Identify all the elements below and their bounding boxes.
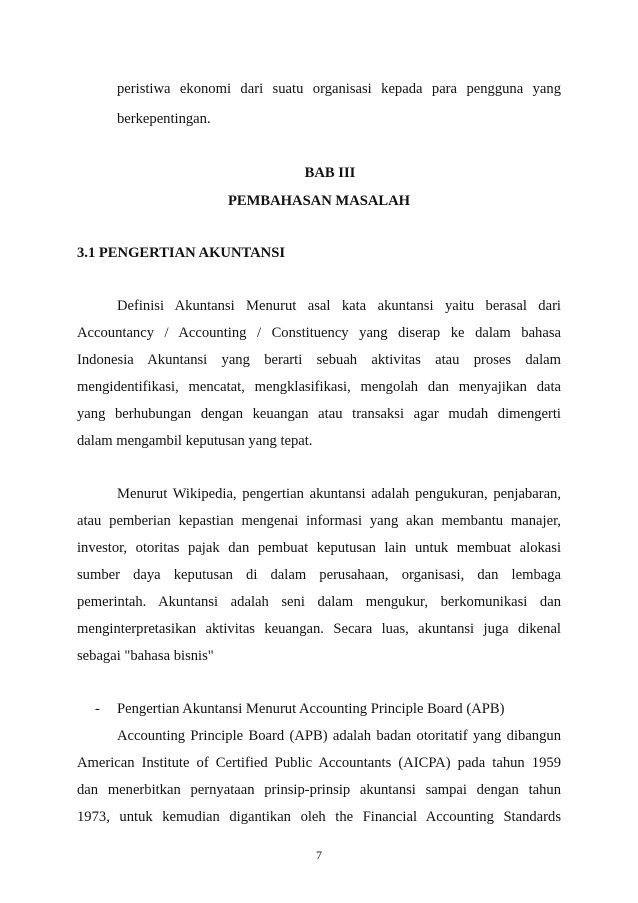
section-heading: 3.1 PENGERTIAN AKUNTANSI <box>77 245 286 261</box>
paragraph-line: Accounting Principle Board (APB) adalah badan otoritatif yang dibangun <box>117 728 561 744</box>
paragraph-line: atau pemberian kepastian mengenai informasi yang akan membantu manajer, <box>77 513 561 529</box>
paragraph-line: investor, otoritas pajak dan pembuat keputusan lain untuk membuat alokasi <box>77 540 561 556</box>
bullet-marker: - <box>95 701 100 717</box>
intro-line: berkepentingan. <box>117 111 211 127</box>
paragraph-line: sebagai "bahasa bisnis" <box>77 648 214 664</box>
paragraph-line: Indonesia Akuntansi yang berarti sebuah aktivitas atau proses dalam <box>77 352 561 368</box>
paragraph-line: Menurut Wikipedia, pengertian akuntansi adalah pengukuran, penjabaran, <box>117 486 561 502</box>
paragraph-line: menginterpretasikan aktivitas keuangan. Secara luas, akuntansi juga dikenal <box>77 621 561 637</box>
paragraph-line: American Institute of Certified Public Accountants (AICPA) pada tahun 1959 <box>77 755 561 771</box>
paragraph-line: sumber daya keputusan di dalam perusahaan, organisasi, dan lembaga <box>77 567 561 583</box>
page-number: 7 <box>316 848 322 862</box>
paragraph-line: yang berhubungan dengan keuangan atau transaksi agar mudah dimengerti <box>77 406 561 422</box>
chapter-title: PEMBAHASAN MASALAH <box>227 193 411 209</box>
paragraph-line: pemerintah. Akuntansi adalah seni dalam mengukur, berkomunikasi dan <box>77 594 561 610</box>
intro-line: peristiwa ekonomi dari suatu organisasi kepada para pengguna yang <box>117 81 561 97</box>
paragraph-line: 1973, untuk kemudian digantikan oleh the Financial Accounting Standards <box>77 809 561 825</box>
paragraph-line: mengidentifikasi, mencatat, mengklasifikasi, mengolah dan menyajikan data <box>77 379 561 395</box>
paragraph-line: Accountancy / Accounting / Constituency yang diserap ke dalam bahasa <box>77 325 561 341</box>
bullet-text: Pengertian Akuntansi Menurut Accounting Principle Board (APB) <box>117 701 505 717</box>
paragraph-line: Definisi Akuntansi Menurut asal kata akuntansi yaitu berasal dari <box>117 298 561 314</box>
chapter-number: BAB III <box>304 165 356 181</box>
paragraph-line: dan menerbitkan pernyataan prinsip-prinsip akuntansi sampai dengan tahun <box>77 782 561 798</box>
paragraph-line: dalam mengambil keputusan yang tepat. <box>77 433 313 449</box>
